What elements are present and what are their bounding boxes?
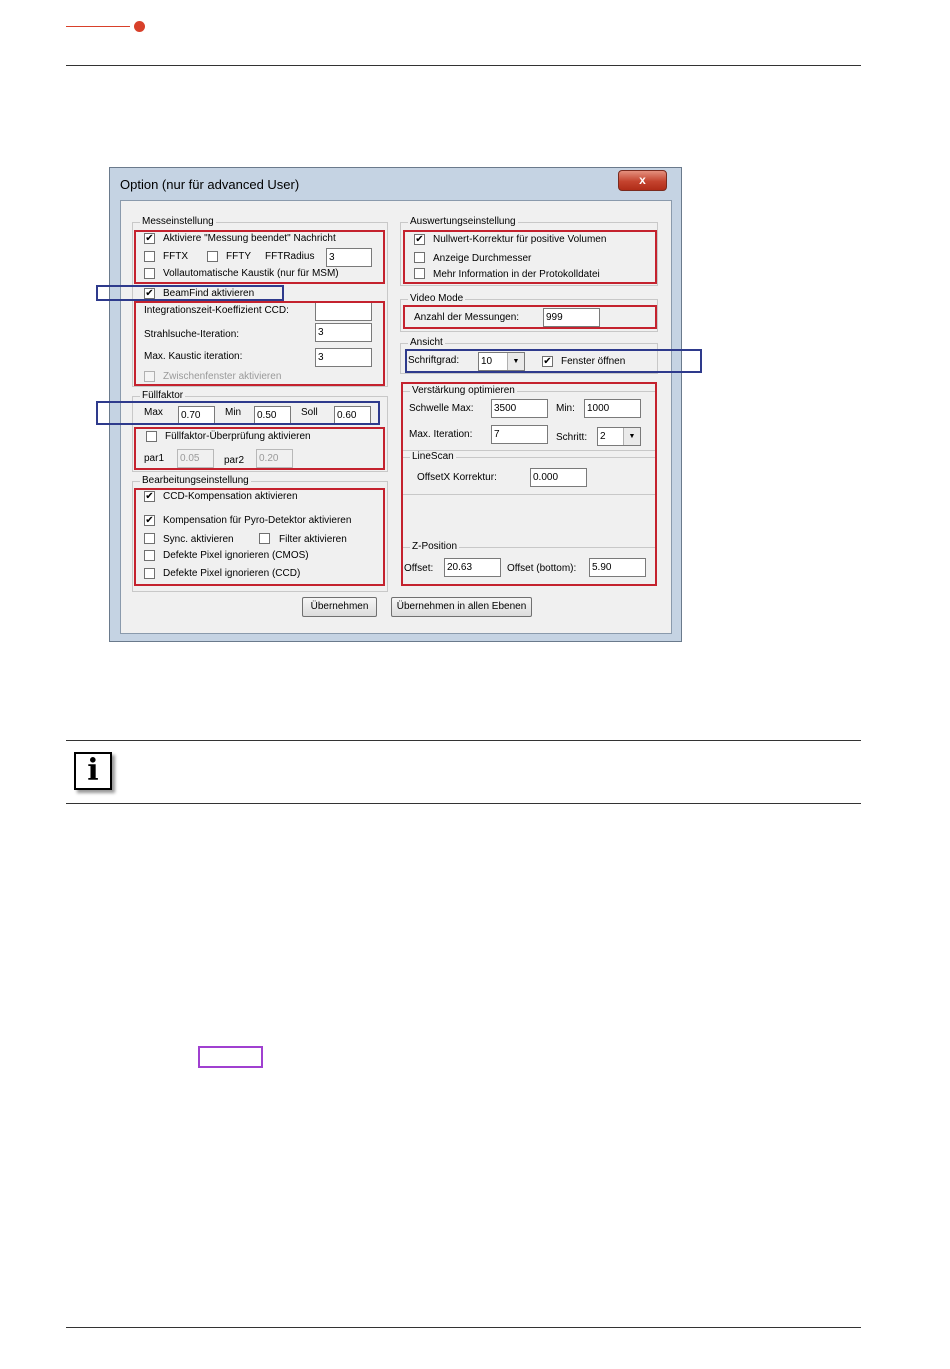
label-schwelle-max: Schwelle Max: bbox=[409, 403, 474, 414]
label-offset-bottom: Offset (bottom): bbox=[507, 563, 577, 574]
max-iteration-input[interactable]: 7 bbox=[491, 425, 548, 444]
par2-input[interactable]: 0.20 bbox=[256, 449, 293, 468]
label-offset: Offset: bbox=[404, 563, 434, 574]
checkbox-fenster-oeffnen[interactable]: ✔ bbox=[543, 356, 552, 367]
label-par1: par1 bbox=[144, 453, 165, 464]
uebernehmen-button[interactable]: Übernehmen bbox=[302, 597, 377, 617]
group-title: Auswertungseinstellung bbox=[410, 216, 516, 227]
chevron-down-icon[interactable]: ▼ bbox=[507, 353, 524, 370]
label-soll: Soll bbox=[301, 407, 318, 418]
checkbox-beamfind[interactable]: ✔ bbox=[145, 288, 154, 299]
par1-input[interactable]: 0.05 bbox=[177, 449, 214, 468]
highlight-frame bbox=[96, 285, 284, 301]
fuellfaktor-min-input[interactable]: 0.50 bbox=[254, 406, 291, 425]
note-rule-bottom bbox=[66, 803, 861, 804]
chevron-down-icon[interactable]: ▼ bbox=[623, 428, 640, 445]
highlight-frame bbox=[96, 401, 380, 425]
fuellfaktor-soll-input[interactable]: 0.60 bbox=[334, 406, 371, 425]
group-title: Füllfaktor bbox=[142, 390, 184, 401]
label-zwischenfenster: Zwischenfenster aktivieren bbox=[163, 371, 282, 382]
header-rule bbox=[66, 65, 861, 66]
offset-bottom-input[interactable]: 5.90 bbox=[589, 558, 646, 577]
label-mehr-information: Mehr Information in der Protokolldatei bbox=[433, 269, 600, 280]
header-accent-line bbox=[66, 26, 130, 27]
label-fftx: FFTX bbox=[163, 251, 188, 262]
highlight-frame bbox=[401, 382, 657, 586]
label-fenster-oeffnen: Fenster öffnen bbox=[561, 356, 626, 367]
label-beamfind: BeamFind aktivieren bbox=[163, 288, 255, 299]
highlight-frame bbox=[403, 305, 657, 329]
label-max: Max bbox=[144, 407, 163, 418]
label-max-iteration: Max. Iteration: bbox=[409, 429, 473, 440]
close-icon: x bbox=[639, 173, 646, 187]
group-title: Z-Position bbox=[412, 541, 458, 552]
highlight-frame bbox=[405, 349, 702, 373]
label-fftradius: FFTRadius bbox=[265, 251, 315, 262]
schritt-value: 2 bbox=[600, 431, 606, 442]
label-ccd-kompensation: CCD-Kompensation aktivieren bbox=[163, 491, 298, 502]
strahlsuche-input[interactable]: 3 bbox=[315, 323, 372, 342]
highlight-frame bbox=[198, 1046, 263, 1068]
schriftgrad-value: 10 bbox=[481, 356, 493, 367]
label-aktiviere-nachricht: Aktiviere "Messung beendet" Nachricht bbox=[163, 233, 336, 244]
checkbox-aktiviere-nachricht[interactable]: ✔ bbox=[145, 233, 154, 244]
group-title: LineScan bbox=[412, 451, 454, 462]
label-defekte-ccd: Defekte Pixel ignorieren (CCD) bbox=[163, 568, 301, 579]
schwelle-max-input[interactable]: 3500 bbox=[491, 399, 548, 418]
fftradius-input[interactable]: 3 bbox=[326, 248, 372, 267]
label-pyro: Kompensation für Pyro-Detektor aktivieren bbox=[163, 515, 352, 526]
checkbox-ccd-kompensation[interactable]: ✔ bbox=[145, 491, 154, 502]
label-filter: Filter aktivieren bbox=[279, 534, 347, 545]
verstaerkung-min-input[interactable]: 1000 bbox=[584, 399, 641, 418]
info-icon: i bbox=[74, 752, 112, 790]
label-defekte-cmos: Defekte Pixel ignorieren (CMOS) bbox=[163, 550, 309, 561]
group-title: Ansicht bbox=[410, 337, 443, 348]
label-nullwert: Nullwert-Korrektur für positive Volumen bbox=[433, 234, 607, 245]
highlight-frame bbox=[134, 230, 385, 284]
highlight-frame bbox=[134, 301, 385, 386]
checkbox-pyro[interactable]: ✔ bbox=[145, 515, 154, 526]
label-max-kaustic: Max. Kaustic iteration: bbox=[144, 351, 243, 362]
label-strahlsuche: Strahlsuche-Iteration: bbox=[144, 329, 240, 340]
label-ffty: FFTY bbox=[226, 251, 251, 262]
dialog-title: Option (nur für advanced User) bbox=[120, 177, 300, 192]
group-title: Video Mode bbox=[410, 293, 464, 304]
highlight-frame bbox=[403, 230, 657, 284]
label-anzahl-messungen: Anzahl der Messungen: bbox=[414, 312, 520, 323]
group-title: Messeinstellung bbox=[142, 216, 214, 227]
label-sync: Sync. aktivieren bbox=[163, 534, 234, 545]
note-rule-top bbox=[66, 740, 861, 741]
group-title: Verstärkung optimieren bbox=[412, 385, 515, 396]
label-schriftgrad: Schriftgrad: bbox=[408, 355, 460, 366]
checkbox-nullwert[interactable]: ✔ bbox=[415, 234, 424, 245]
close-button[interactable] bbox=[618, 170, 667, 191]
offsetx-input[interactable]: 0.000 bbox=[530, 468, 587, 487]
label-integrationszeit: Integrationszeit-Koeffizient CCD: bbox=[144, 305, 289, 316]
label-min: Min bbox=[225, 407, 242, 418]
label-fuellfaktor-pruefung: Füllfaktor-Überprüfung aktivieren bbox=[165, 431, 311, 442]
label-anzeige-durchmesser: Anzeige Durchmesser bbox=[433, 253, 532, 264]
offset-input[interactable]: 20.63 bbox=[444, 558, 501, 577]
label-par2: par2 bbox=[224, 455, 245, 466]
highlight-frame bbox=[134, 427, 385, 470]
group-title: Bearbeitungseinstellung bbox=[142, 475, 249, 486]
label-kaustik: Vollautomatische Kaustik (nur für MSM) bbox=[163, 268, 339, 279]
fuellfaktor-max-input[interactable]: 0.70 bbox=[178, 406, 215, 425]
label-offsetx: OffsetX Korrektur: bbox=[417, 472, 497, 483]
footer-rule bbox=[66, 1327, 861, 1328]
header-accent-dot bbox=[134, 21, 145, 32]
label-min: Min: bbox=[556, 403, 575, 414]
uebernehmen-alle-button[interactable]: Übernehmen in allen Ebenen bbox=[391, 597, 532, 617]
anzahl-messungen-input[interactable]: 999 bbox=[543, 308, 600, 327]
label-schritt: Schritt: bbox=[556, 432, 588, 443]
highlight-frame bbox=[134, 488, 385, 586]
max-kaustic-input[interactable]: 3 bbox=[315, 348, 372, 367]
